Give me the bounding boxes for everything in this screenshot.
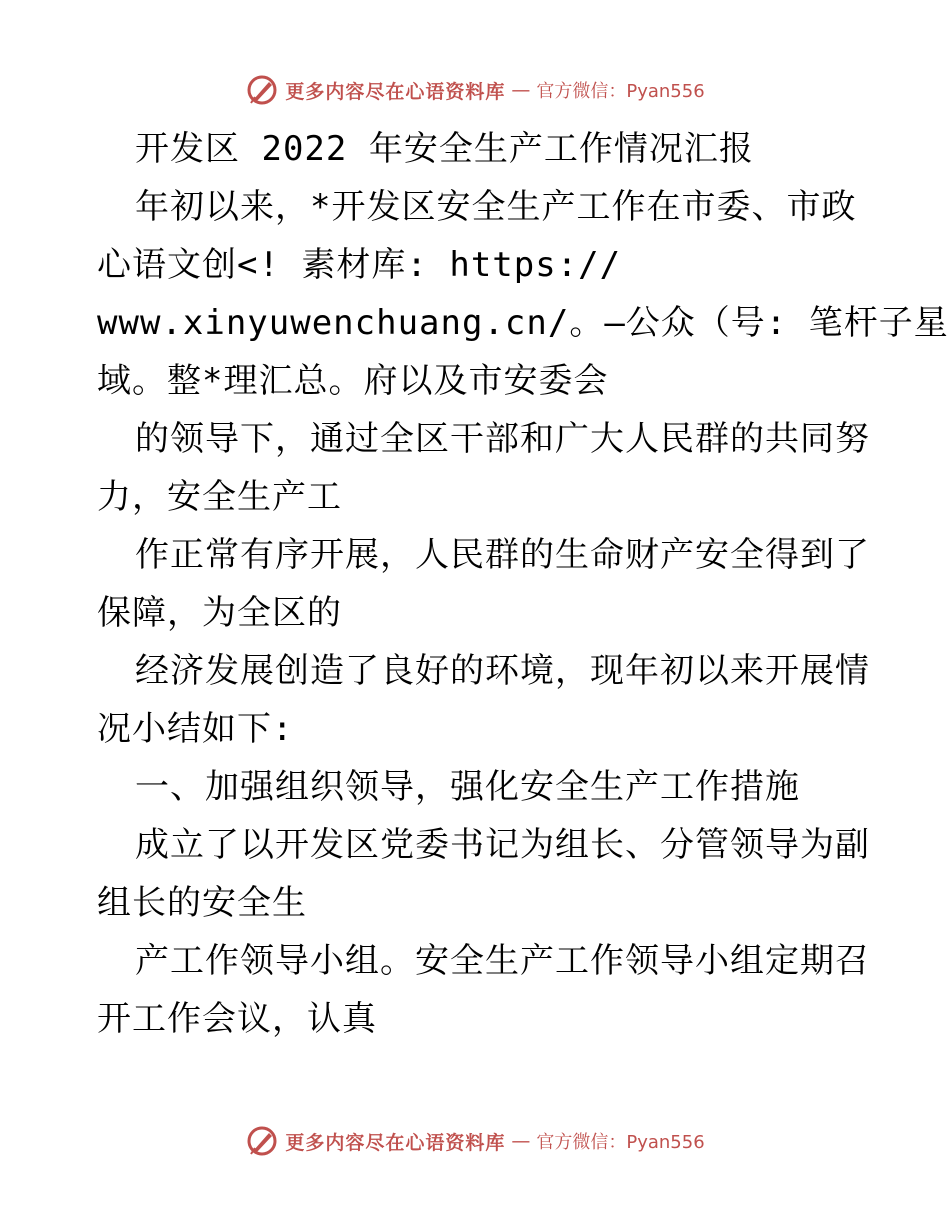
banner-dash: — [511,1130,531,1152]
document-line: 力，安全生产工 [97,477,342,517]
footer-banner [0,1121,950,1161]
document-line: 成立了以开发区党委书记为组长、分管领导为副 [135,825,870,865]
document-line: 保障，为全区的 [97,593,342,633]
document-line: 年初以来，*开发区安全生产工作在市委、市政 [135,187,857,227]
banner-wechat-text: 官方微信：Pyan556 [536,81,705,102]
document-line: 心语文创<! 素材库: https:// [97,245,622,285]
document-line: 域。整*理汇总。府以及市安委会 [97,361,609,401]
header-banner [0,70,950,110]
document-line: 经济发展创造了良好的环境，现年初以来开展情 [135,651,870,691]
document-body [97,120,949,1048]
document-line: 组长的安全生 [97,883,307,923]
document-line: 一、加强组织领导，强化安全生产工作措施 [135,767,800,807]
banner-main-text: 更多内容尽在心语资料库 [285,1131,506,1154]
banner-dash: — [511,79,531,101]
document-line: 开工作会议，认真 [97,999,377,1039]
document-line: 开发区 2022 年安全生产工作情况汇报 [135,129,754,169]
quill-logo-icon [245,73,279,107]
document-line: 况小结如下: [97,709,294,749]
document-line: 作正常有序开展，人民群的生命财产安全得到了 [135,535,870,575]
document-line: www.xinyuwenchuang.cn/。—公众（号: 笔杆子星 [97,303,949,343]
document-line: 产工作领导小组。安全生产工作领导小组定期召 [135,941,870,981]
document-line: 的领导下，通过全区干部和广大人民群的共同努 [135,419,870,459]
banner-main-text: 更多内容尽在心语资料库 [285,80,506,103]
quill-logo-icon [245,1124,279,1158]
banner-wechat-text: 官方微信：Pyan556 [536,1132,705,1153]
